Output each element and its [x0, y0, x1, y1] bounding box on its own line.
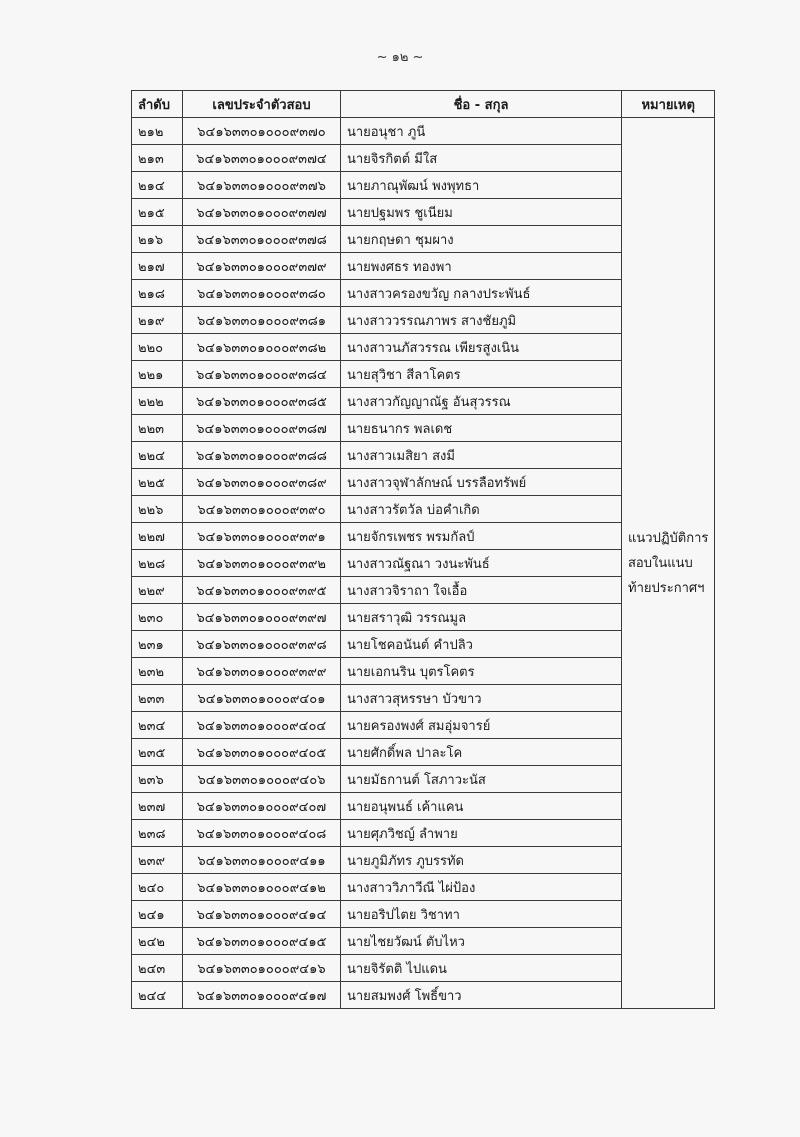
row-number: ๒๑๕	[132, 199, 183, 226]
row-number: ๒๓๑	[132, 631, 183, 658]
row-name: นายภาณุพัฒน์ พงพุทธา	[341, 172, 622, 199]
row-name: นายเอกนริน บุตรโคตร	[341, 658, 622, 685]
row-number: ๒๓๖	[132, 766, 183, 793]
row-exam-id: ๖๔๑๖๓๓๐๑๐๐๐๙๔๑๑	[183, 847, 341, 874]
row-exam-id: ๖๔๑๖๓๓๐๑๐๐๐๙๔๑๖	[183, 955, 341, 982]
row-exam-id: ๖๔๑๖๓๓๐๑๐๐๐๙๔๐๔	[183, 712, 341, 739]
row-number: ๒๔๐	[132, 874, 183, 901]
row-number: ๒๔๒	[132, 928, 183, 955]
row-name: นางสาววิภาวีณี ไผ่ป้อง	[341, 874, 622, 901]
row-number: ๒๒๗	[132, 523, 183, 550]
row-exam-id: ๖๔๑๖๓๓๐๑๐๐๐๙๓๙๕	[183, 577, 341, 604]
row-name: นายศุภวิชญ์ ลำพาย	[341, 820, 622, 847]
row-name: นายจักรเพชร พรมกัลป์	[341, 523, 622, 550]
row-number: ๒๑๔	[132, 172, 183, 199]
row-exam-id: ๖๔๑๖๓๓๐๑๐๐๐๙๓๘๗	[183, 415, 341, 442]
row-name: นายอนุชา ภูนี	[341, 118, 622, 145]
row-number: ๒๒๙	[132, 577, 183, 604]
row-exam-id: ๖๔๑๖๓๓๐๑๐๐๐๙๓๘๐	[183, 280, 341, 307]
row-exam-id: ๖๔๑๖๓๓๐๑๐๐๐๙๓๘๙	[183, 469, 341, 496]
row-exam-id: ๖๔๑๖๓๓๐๑๐๐๐๙๓๗๘	[183, 226, 341, 253]
row-number: ๒๒๕	[132, 469, 183, 496]
row-number: ๒๓๓	[132, 685, 183, 712]
row-exam-id: ๖๔๑๖๓๓๐๑๐๐๐๙๓๗๐	[183, 118, 341, 145]
row-name: นางสาวนภัสวรรณ เพียรสูงเนิน	[341, 334, 622, 361]
row-exam-id: ๖๔๑๖๓๓๐๑๐๐๐๙๓๘๑	[183, 307, 341, 334]
row-name: นายสราวุฒิ วรรณมูล	[341, 604, 622, 631]
row-name: นายปฐมพร ชูเนียม	[341, 199, 622, 226]
row-name: นางสาวกัญญาณัฐ อันสุวรรณ	[341, 388, 622, 415]
row-exam-id: ๖๔๑๖๓๓๐๑๐๐๐๙๓๗๙	[183, 253, 341, 280]
row-exam-id: ๖๔๑๖๓๓๐๑๐๐๐๙๔๑๗	[183, 982, 341, 1009]
row-exam-id: ๖๔๑๖๓๓๐๑๐๐๐๙๔๑๕	[183, 928, 341, 955]
header-note: หมายเหตุ	[622, 91, 715, 118]
note-line: สอบในแนบ	[628, 555, 693, 571]
row-exam-id: ๖๔๑๖๓๓๐๑๐๐๐๙๓๗๔	[183, 145, 341, 172]
row-note	[622, 118, 715, 1009]
row-number: ๒๑๘	[132, 280, 183, 307]
candidate-table	[131, 90, 715, 1009]
row-name: นายครองพงศ์ สมอุ่มจารย์	[341, 712, 622, 739]
row-number: ๒๒๐	[132, 334, 183, 361]
row-number: ๒๑๗	[132, 253, 183, 280]
row-name: นายไชยวัฒน์ ตับไหว	[341, 928, 622, 955]
row-name: นายจิรกิตต์ มีใส	[341, 145, 622, 172]
row-number: ๒๓๙	[132, 847, 183, 874]
row-name: นายภูมิภัทร ภูบรรทัด	[341, 847, 622, 874]
table-row	[132, 118, 715, 145]
note-line: แนวปฏิบัติการ	[628, 530, 709, 546]
header-no: ลำดับ	[132, 91, 183, 118]
row-number: ๒๓๐	[132, 604, 183, 631]
row-exam-id: ๖๔๑๖๓๓๐๑๐๐๐๙๓๙๘	[183, 631, 341, 658]
row-number: ๒๒๒	[132, 388, 183, 415]
row-number: ๒๒๑	[132, 361, 183, 388]
row-number: ๒๑๓	[132, 145, 183, 172]
row-number: ๒๔๔	[132, 982, 183, 1009]
row-number: ๒๓๗	[132, 793, 183, 820]
row-name: นายธนากร พลเดช	[341, 415, 622, 442]
row-exam-id: ๖๔๑๖๓๓๐๑๐๐๐๙๓๙๒	[183, 550, 341, 577]
row-number: ๒๔๓	[132, 955, 183, 982]
table-body	[132, 118, 715, 1009]
row-name: นางสาวณัฐณา วงนะพันธ์	[341, 550, 622, 577]
row-exam-id: ๖๔๑๖๓๓๐๑๐๐๐๙๓๙๗	[183, 604, 341, 631]
row-name: นางสาวรัตวัล บ่อคำเกิด	[341, 496, 622, 523]
row-exam-id: ๖๔๑๖๓๓๐๑๐๐๐๙๓๘๔	[183, 361, 341, 388]
row-name: นายโชคอนันต์ คำปลิว	[341, 631, 622, 658]
row-exam-id: ๖๔๑๖๓๓๐๑๐๐๐๙๓๗๗	[183, 199, 341, 226]
row-name: นางสาววรรณภาพร สางชัยภูมิ	[341, 307, 622, 334]
row-exam-id: ๖๔๑๖๓๓๐๑๐๐๐๙๓๘๘	[183, 442, 341, 469]
row-exam-id: ๖๔๑๖๓๓๐๑๐๐๐๙๔๑๔	[183, 901, 341, 928]
row-number: ๒๒๔	[132, 442, 183, 469]
row-exam-id: ๖๔๑๖๓๓๐๑๐๐๐๙๓๘๒	[183, 334, 341, 361]
row-number: ๒๓๒	[132, 658, 183, 685]
header-exam-id: เลขประจำตัวสอบ	[183, 91, 341, 118]
row-number: ๒๒๘	[132, 550, 183, 577]
row-exam-id: ๖๔๑๖๓๓๐๑๐๐๐๙๓๙๙	[183, 658, 341, 685]
row-name: นายศักดิ์พล ปาละโค	[341, 739, 622, 766]
row-name: นายอริปไตย วิชาทา	[341, 901, 622, 928]
row-name: นางสาวเมสิยา สงมี	[341, 442, 622, 469]
row-name: นายสมพงศ์ โพธิ์ขาว	[341, 982, 622, 1009]
row-exam-id: ๖๔๑๖๓๓๐๑๐๐๐๙๔๐๗	[183, 793, 341, 820]
row-number: ๒๒๓	[132, 415, 183, 442]
row-name: นายพงศธร ทองพา	[341, 253, 622, 280]
row-number: ๒๑๙	[132, 307, 183, 334]
row-name: นายกฤษดา ชุมผาง	[341, 226, 622, 253]
row-name: นางสาวจุฬาลักษณ์ บรรลือทรัพย์	[341, 469, 622, 496]
note-line: ท้ายประกาศฯ	[628, 580, 705, 596]
row-exam-id: ๖๔๑๖๓๓๐๑๐๐๐๙๓๙๐	[183, 496, 341, 523]
row-name: นางสาวสุหรรษา บัวขาว	[341, 685, 622, 712]
row-exam-id: ๖๔๑๖๓๓๐๑๐๐๐๙๓๘๕	[183, 388, 341, 415]
row-exam-id: ๖๔๑๖๓๓๐๑๐๐๐๙๓๙๑	[183, 523, 341, 550]
row-number: ๒๓๕	[132, 739, 183, 766]
row-number: ๒๑๖	[132, 226, 183, 253]
row-number: ๒๔๑	[132, 901, 183, 928]
row-exam-id: ๖๔๑๖๓๓๐๑๐๐๐๙๔๐๘	[183, 820, 341, 847]
row-name: นายมัธกานต์ โสภาวะนัส	[341, 766, 622, 793]
row-number: ๒๓๔	[132, 712, 183, 739]
row-exam-id: ๖๔๑๖๓๓๐๑๐๐๐๙๔๐๕	[183, 739, 341, 766]
row-exam-id: ๖๔๑๖๓๓๐๑๐๐๐๙๔๑๒	[183, 874, 341, 901]
row-number: ๒๓๘	[132, 820, 183, 847]
row-name: นางสาวจิราถา ใจเอื้อ	[341, 577, 622, 604]
header-name: ชื่อ - สกุล	[341, 91, 622, 118]
row-exam-id: ๖๔๑๖๓๓๐๑๐๐๐๙๔๐๑	[183, 685, 341, 712]
page-number: ~ ๑๒ ~	[376, 50, 424, 65]
row-name: นางสาวครองขวัญ กลางประพันธ์	[341, 280, 622, 307]
row-name: นายอนุพนธ์ เค้าแคน	[341, 793, 622, 820]
row-exam-id: ๖๔๑๖๓๓๐๑๐๐๐๙๔๐๖	[183, 766, 341, 793]
row-exam-id: ๖๔๑๖๓๓๐๑๐๐๐๙๓๗๖	[183, 172, 341, 199]
row-name: นายจิรัตติ ไปแดน	[341, 955, 622, 982]
row-number: ๒๒๖	[132, 496, 183, 523]
row-name: นายสุวิชา สีลาโคตร	[341, 361, 622, 388]
table-header-row	[132, 91, 715, 118]
row-number: ๒๑๒	[132, 118, 183, 145]
